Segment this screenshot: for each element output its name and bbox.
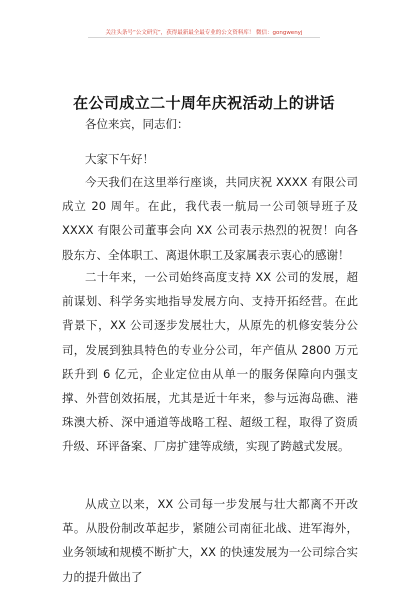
salutation: 各位来宾，同志们： [85, 117, 189, 131]
greeting: 大家下午好！ [85, 152, 154, 166]
header-note: 关注头条号“公文研究”，获得最新最全最专业的公文资料库！ 微信：gongwenyj [105, 30, 303, 36]
paragraph-3: 从成立以来，XX 公司每一步发展与壮大都离不开改革。从股份制改革起步，紧随公司南征北战、进军海外，业务领域和规模不断扩大，XX 的快速发展为一公司综合实力的提升做出了 [62, 497, 358, 584]
paragraph-1: 今天我们在这里举行座谈，共同庆祝 XXXX 有限公司成立 20 周年。在此，我代表一航局一公司领导班子及 XXXX 有限公司董事会向 XX 公司表示热烈的祝贺！向各股东方、全体职工、离退休职工及家属表示衷心的感谢！ [62, 175, 358, 262]
header-divider [88, 37, 320, 38]
document-title: 在公司成立二十周年庆祝活动上的讲话 [73, 94, 335, 113]
paragraph-2: 二十年来，一公司始终高度支持 XX 公司的发展，超前谋划、科学务实地指导发展方向、支持开拓经营。在此背景下，XX 公司逐步发展壮大，从原先的机修安装分公司，发展到独具特色的专业分公司，年产值从 2800 万元跃升到 6 亿元，企业定位由从单一的服务保障向内强支撑、外营创效拓展，尤其是近十年来，参与远海岛礁、港珠澳大桥、深中通道等战略工程、超级工程，取得了资质升级、环评备案、厂房扩建等成绩，实现了跨越式发展。 [62, 270, 358, 454]
